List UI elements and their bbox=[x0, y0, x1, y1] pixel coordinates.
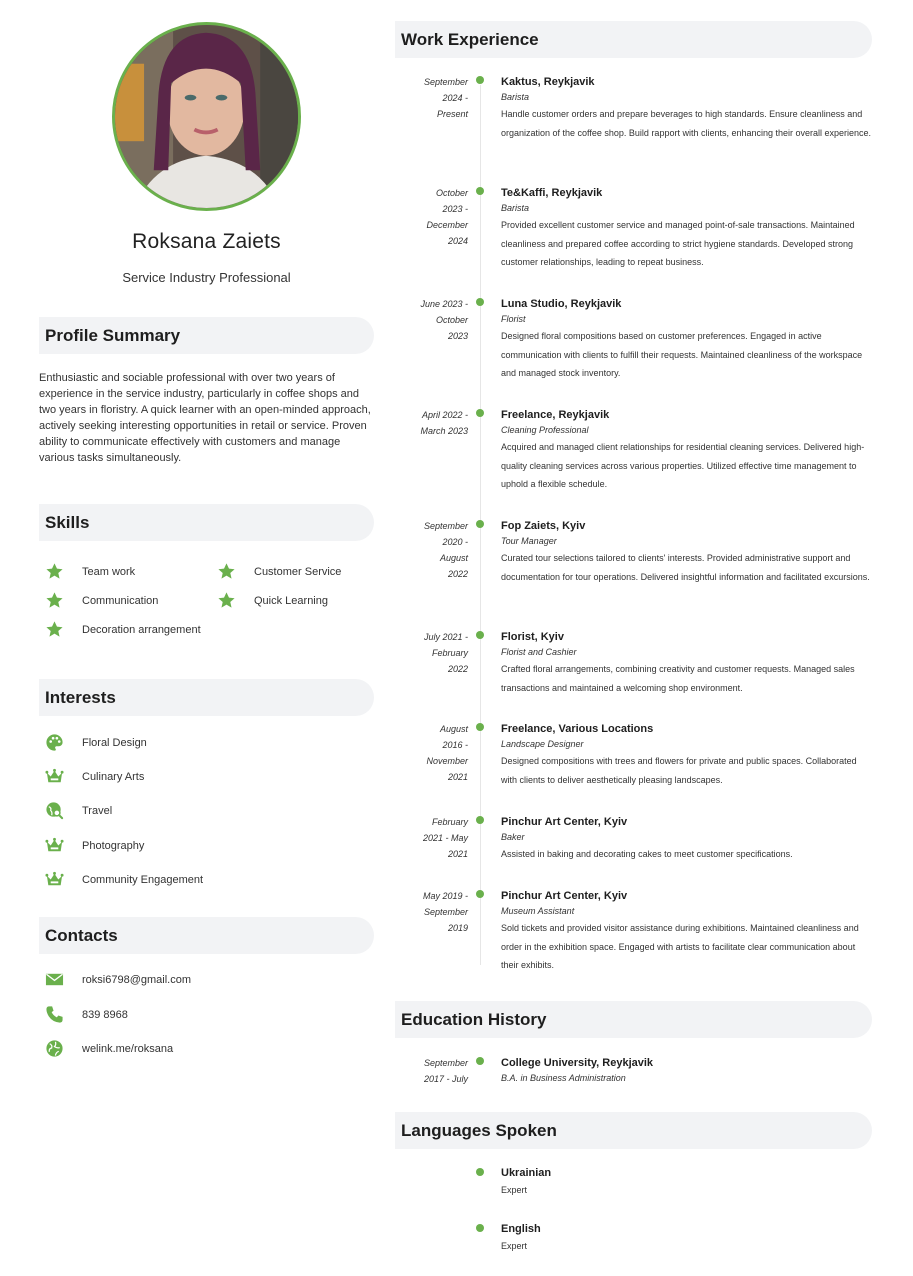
section-interests: Interests bbox=[39, 679, 374, 716]
star-icon bbox=[217, 562, 236, 581]
job-entry bbox=[501, 815, 873, 864]
section-languages: Languages Spoken bbox=[395, 1112, 872, 1149]
interest-label: Travel bbox=[82, 804, 113, 817]
job-date: May 2019 - September 2019 bbox=[422, 891, 468, 933]
timeline-dot bbox=[476, 520, 484, 528]
skill-label: Team work bbox=[82, 565, 136, 578]
job-date: September 2020 - August 2022 bbox=[423, 521, 468, 579]
contact-label[interactable]: roksi6798@gmail.com bbox=[82, 973, 191, 986]
timeline-dot bbox=[476, 890, 484, 898]
job-role: Cleaning Professional bbox=[501, 425, 589, 435]
timeline-dot bbox=[476, 298, 484, 306]
language-name: Ukrainian bbox=[501, 1167, 552, 1179]
skill-label: Customer Service bbox=[254, 565, 342, 578]
education-degree: B.A. in Business Administration bbox=[501, 1073, 626, 1083]
palette-icon bbox=[45, 733, 64, 752]
skill-item bbox=[45, 620, 201, 639]
interest-label: Floral Design bbox=[82, 736, 147, 749]
job-entry bbox=[501, 75, 873, 142]
job-entry bbox=[501, 408, 873, 494]
job-desc: Acquired and managed client relationships for residential cleaning services. Delivered high-quality cleaning services across various properties. Utilized effective time management to uphold a flexible schedule. bbox=[501, 442, 865, 489]
education-entry bbox=[501, 1056, 873, 1086]
interest-label: Community Engagement bbox=[82, 873, 204, 886]
job-role: Landscape Designer bbox=[501, 739, 584, 749]
timeline-dot bbox=[476, 1168, 484, 1176]
job-date: October 2023 - December 2024 bbox=[426, 188, 468, 246]
job-role: Barista bbox=[501, 203, 530, 213]
job-role: Museum Assistant bbox=[501, 906, 575, 916]
job-role: Tour Manager bbox=[501, 536, 557, 546]
section-profile-summary: Profile Summary bbox=[39, 317, 374, 354]
star-icon bbox=[217, 591, 236, 610]
job-entry bbox=[501, 630, 873, 697]
job-desc: Designed floral compositions based on customer preferences. Engaged in active communication with clients to fulfill their requests. Maintained cleanliness of the workspace and managed stock inventory. bbox=[501, 331, 863, 378]
job-date: June 2023 - October 2023 bbox=[420, 299, 468, 341]
timeline-dot bbox=[476, 631, 484, 639]
portrait-image bbox=[115, 25, 298, 208]
timeline-dot bbox=[476, 409, 484, 417]
job-entry bbox=[501, 722, 873, 789]
globe-icon bbox=[45, 1039, 64, 1058]
education-date: September 2017 - July bbox=[423, 1058, 468, 1084]
job-entry bbox=[501, 889, 873, 975]
education-org: College University, Reykjavik bbox=[501, 1057, 654, 1069]
job-desc: Handle customer orders and prepare beverages to high standards. Ensure cleanliness and organization of the coffee shop. Build rapport with clients, enhancing their overall experience. bbox=[501, 109, 872, 138]
job-role: Florist bbox=[501, 314, 526, 324]
crown-icon bbox=[45, 870, 64, 889]
skill-item bbox=[217, 591, 328, 610]
job-org: Pinchur Art Center, Kyiv bbox=[501, 816, 628, 828]
job-role: Baker bbox=[501, 832, 525, 842]
profile-name: Roksana Zaiets bbox=[132, 230, 281, 253]
job-date: August 2016 - November 2021 bbox=[426, 724, 468, 782]
job-org: Florist, Kyiv bbox=[501, 631, 564, 643]
globe-search-icon bbox=[45, 801, 64, 820]
timeline-dot bbox=[476, 187, 484, 195]
interest-item bbox=[45, 767, 144, 786]
crown-icon bbox=[45, 836, 64, 855]
job-desc: Sold tickets and provided visitor assistance during exhibitions. Maintained cleanliness and order in the exhibition space. Engaged with artists to facilitate clear communication about their exhibits. bbox=[501, 923, 859, 970]
contact-phone[interactable] bbox=[45, 1005, 128, 1024]
language-name: English bbox=[501, 1223, 541, 1235]
crown-icon bbox=[45, 767, 64, 786]
job-date: July 2021 - February 2022 bbox=[423, 632, 468, 674]
skill-item bbox=[45, 562, 135, 581]
timeline-dot bbox=[476, 1224, 484, 1232]
contact-email[interactable] bbox=[45, 970, 191, 989]
language-entry bbox=[501, 1166, 873, 1200]
interest-item bbox=[45, 801, 112, 820]
job-org: Te&Kaffi, Reykjavik bbox=[501, 187, 603, 199]
timeline-dot bbox=[476, 723, 484, 731]
skill-item bbox=[217, 562, 341, 581]
section-skills: Skills bbox=[39, 504, 374, 541]
job-role: Florist and Cashier bbox=[501, 647, 577, 657]
contact-website[interactable] bbox=[45, 1039, 173, 1058]
skill-item bbox=[45, 591, 158, 610]
job-org: Freelance, Various Locations bbox=[501, 723, 654, 735]
star-icon bbox=[45, 562, 64, 581]
phone-icon bbox=[45, 1005, 64, 1024]
summary-text: Enthusiastic and sociable professional with over two years of experience in the service industry, particularly in coffee shops and two years in floristry. A quick learner with an open-minded approach, actively seeking interesting opportunities in retail or service. Proven ability to communicate effectively with customers and manage various tasks simultaneously. bbox=[39, 372, 371, 464]
job-entry bbox=[501, 186, 873, 272]
job-entry bbox=[501, 519, 873, 586]
contact-label[interactable]: welink.me/roksana bbox=[82, 1042, 174, 1055]
job-desc: Provided excellent customer service and managed point-of-sale transactions. Maintained cleanliness and prepared coffee according to strict hygiene standards. Developed strong customer relationships, leading to repeat business. bbox=[501, 220, 855, 267]
job-desc: Designed compositions with trees and flowers for private and public spaces. Collaborated with clients to deliver aesthetically pleasing landscapes. bbox=[501, 756, 857, 785]
profile-photo bbox=[112, 22, 301, 211]
job-date: April 2022 - March 2023 bbox=[420, 410, 468, 436]
interest-item bbox=[45, 836, 144, 855]
job-org: Fop Zaiets, Kyiv bbox=[501, 520, 586, 532]
skill-label: Decoration arrangement bbox=[82, 623, 201, 636]
language-entry bbox=[501, 1222, 873, 1256]
skill-label: Communication bbox=[82, 594, 159, 607]
interest-label: Photography bbox=[82, 839, 145, 852]
mail-icon bbox=[45, 970, 64, 989]
job-desc: Crafted floral arrangements, combining creativity and customer requests. Managed sales transactions and maintained a welcoming shop environment. bbox=[501, 664, 855, 693]
job-org: Pinchur Art Center, Kyiv bbox=[501, 890, 628, 902]
star-icon bbox=[45, 591, 64, 610]
job-org: Kaktus, Reykjavik bbox=[501, 76, 595, 88]
contact-label[interactable]: 839 8968 bbox=[82, 1008, 128, 1021]
job-role: Barista bbox=[501, 92, 530, 102]
interest-item bbox=[45, 870, 203, 889]
star-icon bbox=[45, 620, 64, 639]
job-desc: Curated tour selections tailored to clients' interests. Provided administrative support and documentation for tour operations. Delivered insightful information and facilitated excursions. bbox=[501, 553, 870, 582]
job-date: February 2021 - May 2021 bbox=[422, 817, 468, 859]
job-org: Freelance, Reykjavik bbox=[501, 409, 610, 421]
language-level: Expert bbox=[501, 1185, 528, 1195]
language-level: Expert bbox=[501, 1241, 528, 1251]
interest-label: Culinary Arts bbox=[82, 770, 145, 783]
profile-subtitle: Service Industry Professional bbox=[122, 270, 291, 285]
section-contacts: Contacts bbox=[39, 917, 374, 954]
section-education: Education History bbox=[395, 1001, 872, 1038]
timeline-dot bbox=[476, 1057, 484, 1065]
timeline-dot bbox=[476, 76, 484, 84]
section-work-experience: Work Experience bbox=[395, 21, 872, 58]
job-entry bbox=[501, 297, 873, 383]
timeline-dot bbox=[476, 816, 484, 824]
job-date: September 2024 - Present bbox=[423, 77, 468, 119]
job-org: Luna Studio, Reykjavik bbox=[501, 298, 622, 310]
job-desc: Assisted in baking and decorating cakes to meet customer specifications. bbox=[501, 849, 793, 859]
skill-label: Quick Learning bbox=[254, 594, 328, 607]
interest-item bbox=[45, 733, 147, 752]
